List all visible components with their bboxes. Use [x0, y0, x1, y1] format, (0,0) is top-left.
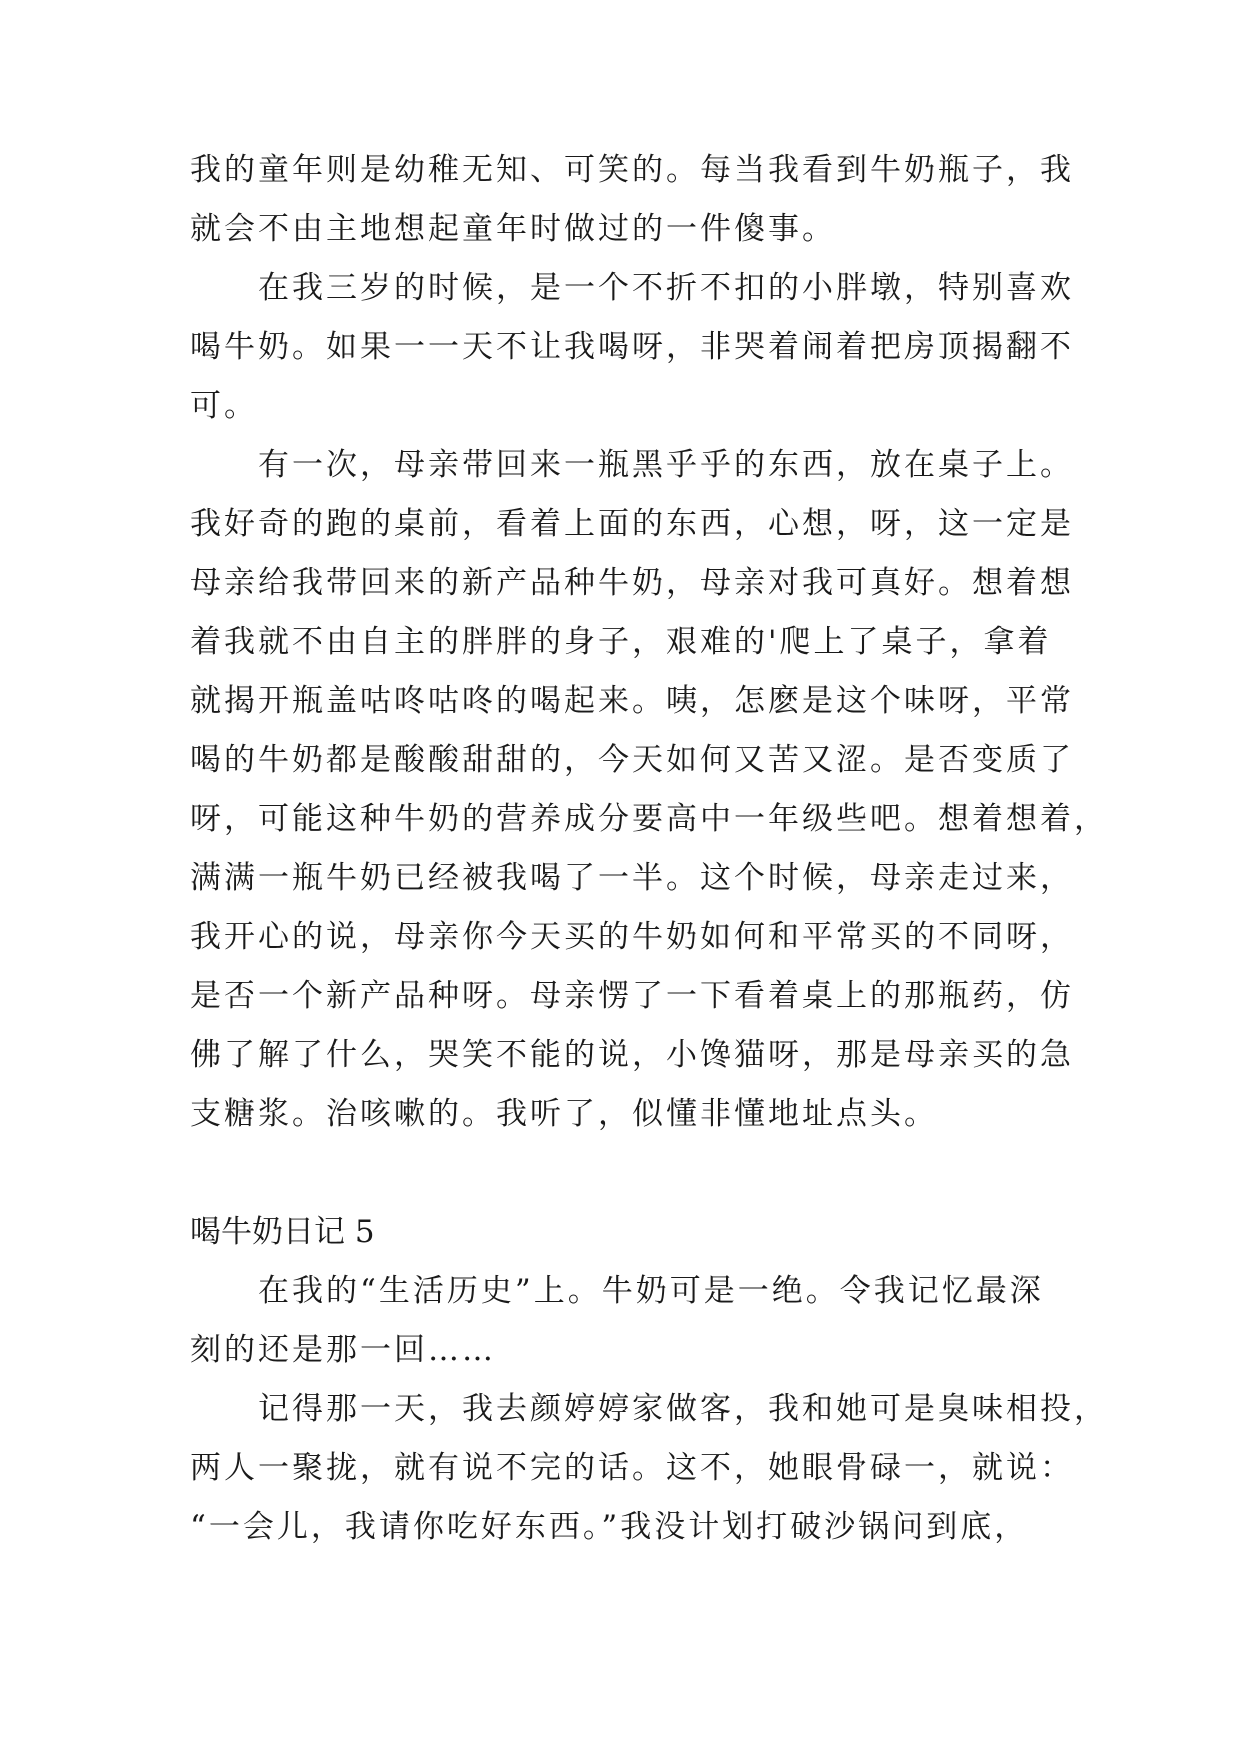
text-line: 刻的还是那一回……	[190, 1332, 496, 1368]
text-line: 母亲给我带回来的新产品种牛奶，母亲对我可真好。想着想	[190, 565, 1074, 601]
text-line: 呀，可能这种牛奶的营养成分要高中一年级些吧。想着想着，	[190, 801, 1108, 837]
text-line: 着我就不由自主的胖胖的身子，艰难的'爬上了桌子，拿着	[190, 624, 1052, 660]
text-line: 在我的“生活历史”上。牛奶可是一绝。令我记忆最深	[190, 1273, 1044, 1309]
section-heading: 喝牛奶日记 5	[190, 1214, 375, 1250]
text-line: 可。	[190, 388, 258, 424]
text-line: “一会儿，我请你吃好东西。”我没计划打破沙锅问到底，	[190, 1509, 1029, 1545]
text-line: 我开心的说，母亲你今天买的牛奶如何和平常买的不同呀，	[190, 919, 1074, 955]
text-line: 满满一瓶牛奶已经被我喝了一半。这个时候，母亲走过来，	[190, 860, 1074, 896]
text-line: 两人一聚拢，就有说不完的话。这不，她眼骨碌一，就说：	[190, 1450, 1074, 1486]
text-line: 喝的牛奶都是酸酸甜甜的，今天如何又苦又涩。是否变质了	[190, 742, 1074, 778]
text-line: 我好奇的跑的桌前，看着上面的东西，心想，呀，这一定是	[190, 506, 1074, 542]
text-line: 喝牛奶。如果一一天不让我喝呀，非哭着闹着把房顶揭翻不	[190, 329, 1074, 365]
text-line: 就会不由主地想起童年时做过的一件傻事。	[190, 211, 836, 247]
text-line: 我的童年则是幼稚无知、可笑的。每当我看到牛奶瓶子，我	[190, 152, 1074, 188]
text-line: 就揭开瓶盖咕咚咕咚的喝起来。咦，怎麽是这个味呀，平常	[190, 683, 1074, 719]
text-line: 支糖浆。治咳嗽的。我听了，似懂非懂地址点头。	[190, 1096, 938, 1132]
text-line: 有一次，母亲带回来一瓶黑乎乎的东西，放在桌子上。	[190, 447, 1074, 483]
text-line: 佛了解了什么，哭笑不能的说，小馋猫呀，那是母亲买的急	[190, 1037, 1074, 1073]
text-line: 是否一个新产品种呀。母亲愣了一下看着桌上的那瓶药，仿	[190, 978, 1074, 1014]
text-line: 记得那一天，我去颜婷婷家做客，我和她可是臭味相投，	[190, 1391, 1108, 1427]
text-line: 在我三岁的时候，是一个不折不扣的小胖墩，特别喜欢	[190, 270, 1074, 306]
